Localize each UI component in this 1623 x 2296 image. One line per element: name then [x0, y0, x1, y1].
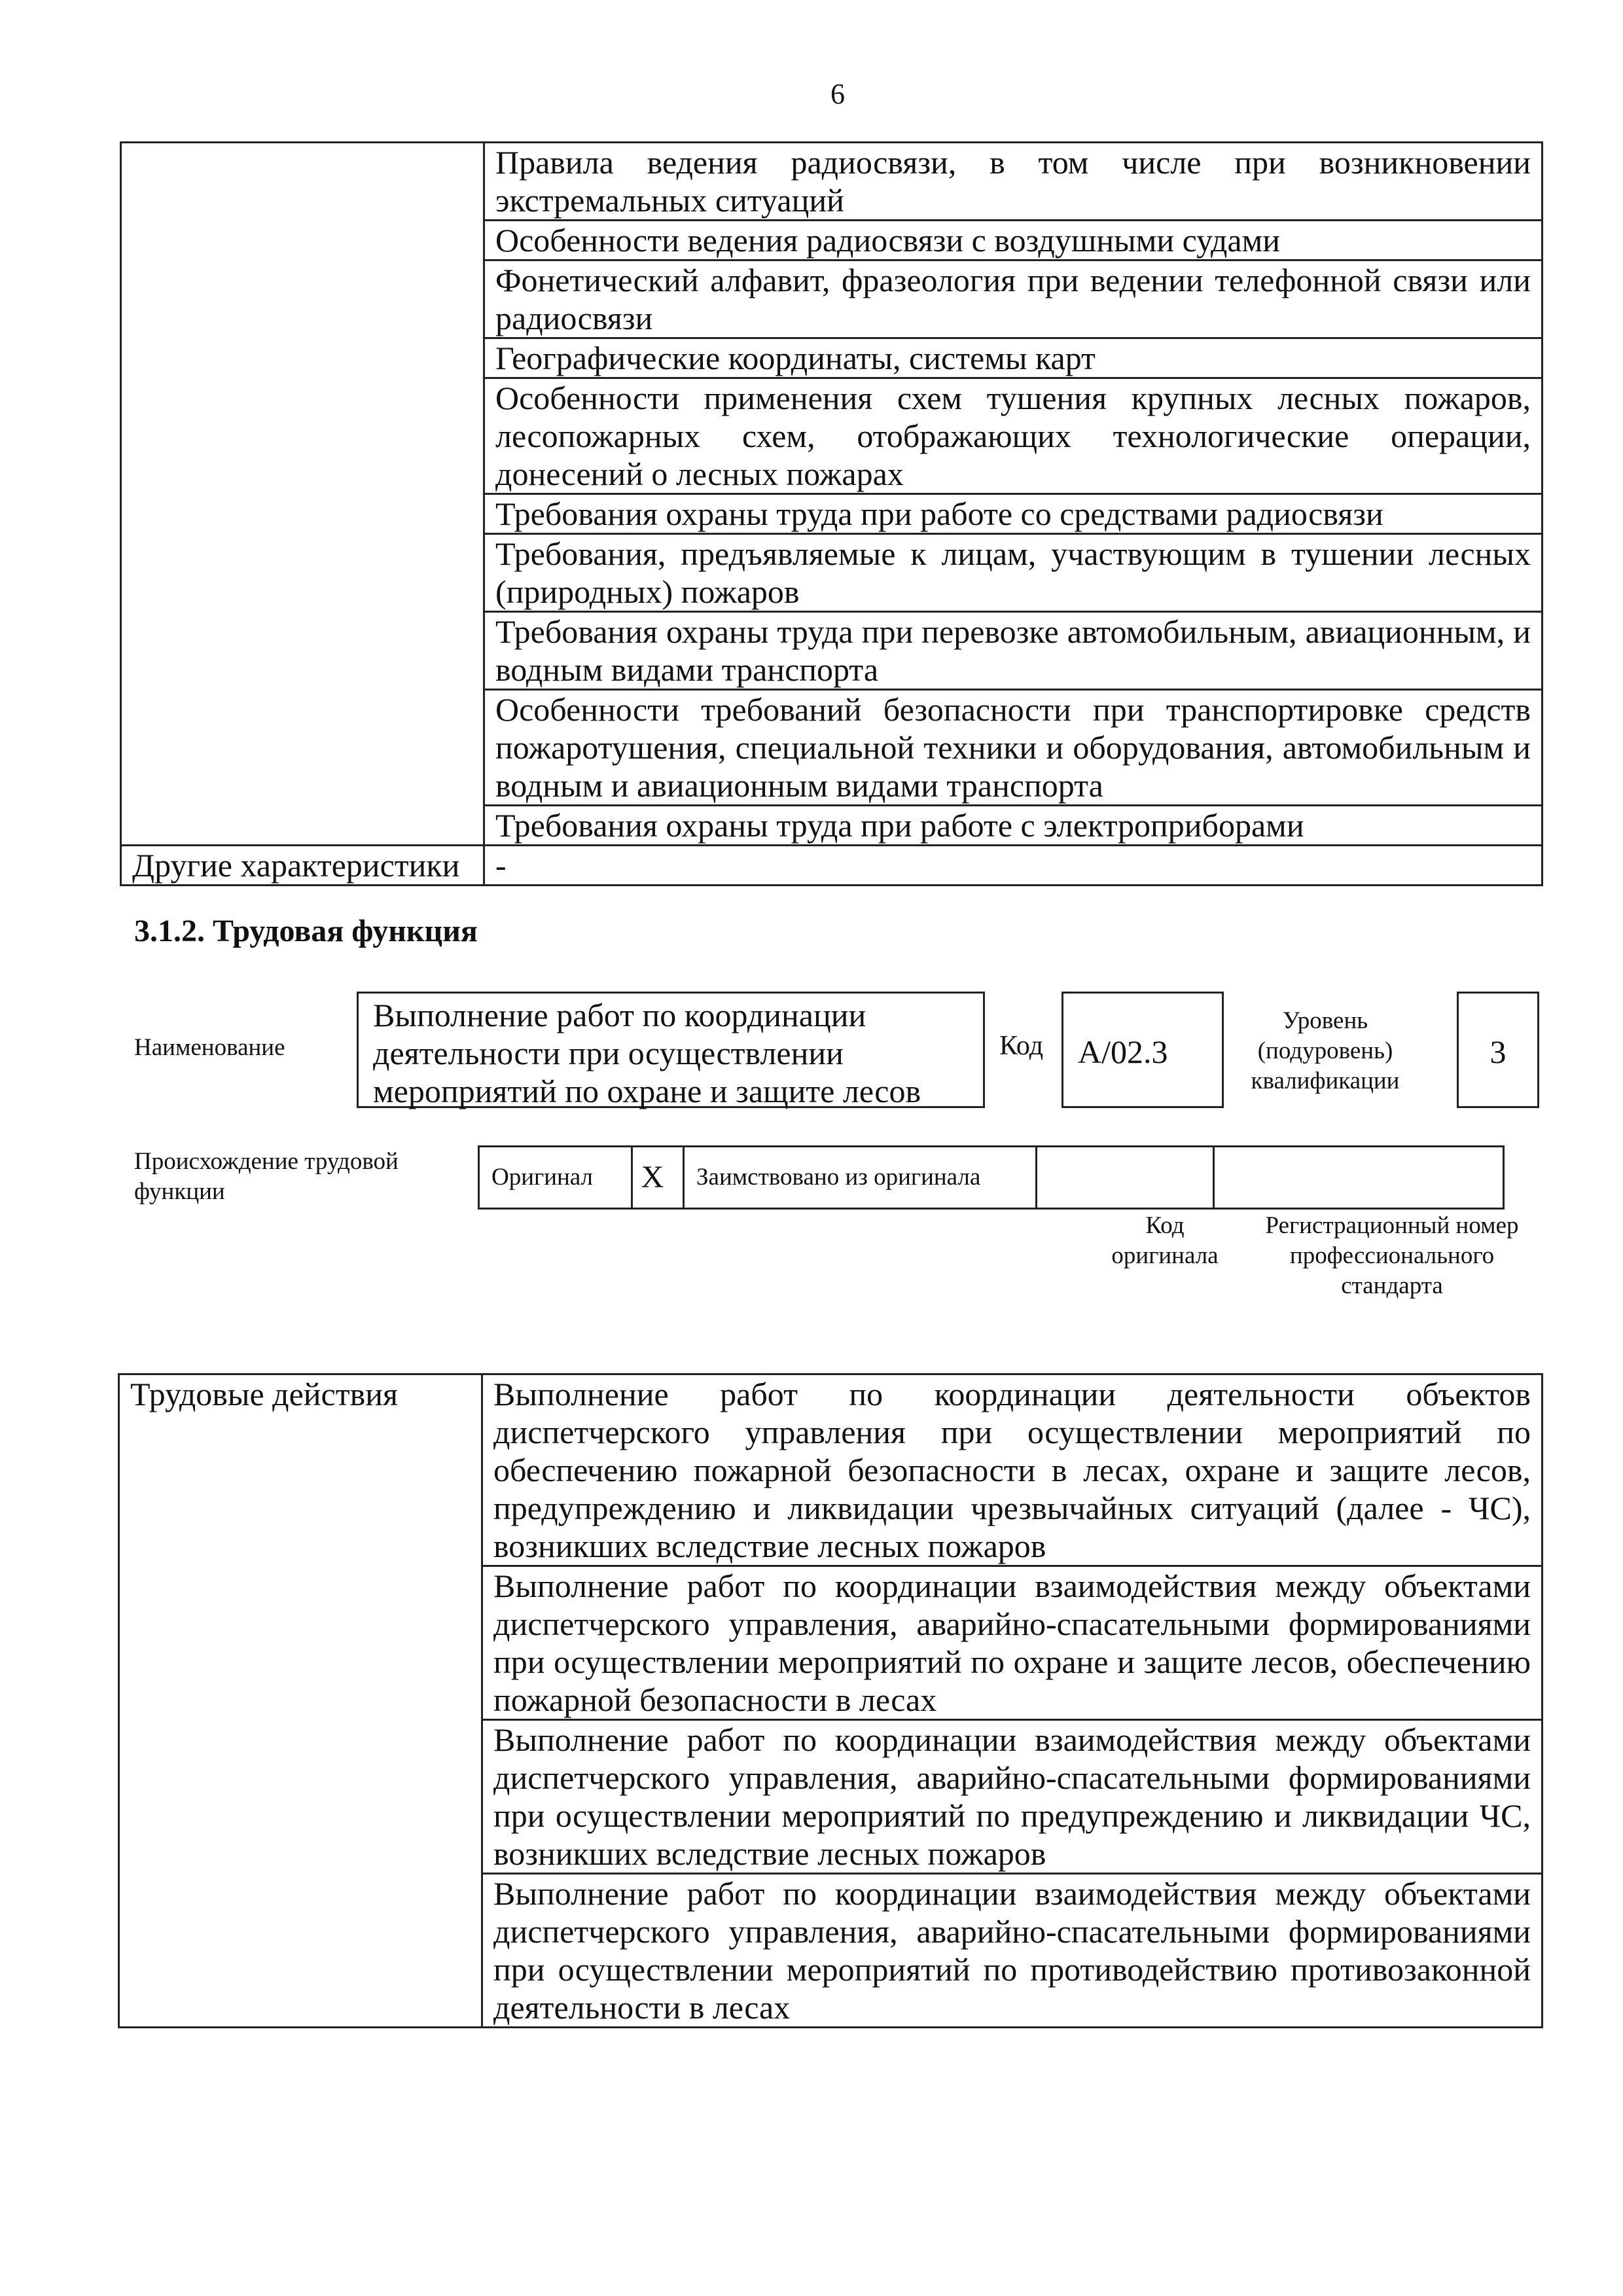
knowledge-table [120, 141, 1543, 886]
borrowed-label: Заимствовано из оригинала [684, 1147, 1037, 1209]
table-cell: Фонетический алфавит, фразеология при ведении телефонной связи или радиосвязи [484, 260, 1543, 338]
other-characteristics-label: Другие характеристики [121, 846, 484, 886]
table-cell: Требования, предъявляемые к лицам, участвующим в тушении лесных (природных) пожаров [484, 534, 1543, 612]
table-row [121, 846, 1543, 886]
code-label: Код [999, 1031, 1044, 1061]
table-cell: Особенности применения схем тушения крупных лесных пожаров, лесопожарных схем, отображающих технологические операции, донесений о лесных пожарах [484, 378, 1543, 494]
qualification-level-label: Уровень (подуровень) квалификации [1251, 1007, 1400, 1094]
table-cell: Выполнение работ по координации взаимодействия между объектами диспетчерского управления, аварийно-спасательными формированиями при осуществлении мероприятий по охране и защите лесов, обеспечению пожарной безопасности в лесах [482, 1566, 1543, 1720]
qualification-level-box: 3 [1457, 992, 1539, 1108]
other-characteristics-value: - [484, 846, 1543, 886]
table-cell-empty [121, 143, 484, 846]
table-cell: Выполнение работ по координации взаимодействия между объектами диспетчерского управления, аварийно-спасательными формированиями при осуществлении мероприятий по предупреждению и ликвидации ЧС, возникших вследствие лесных пожаров [482, 1720, 1543, 1874]
table-cell: Требования охраны труда при перевозке автомобильным, авиационным, и водным видами транспорта [484, 612, 1543, 690]
table-cell: Особенности ведения радиосвязи с воздушными судами [484, 221, 1543, 260]
function-name-box: Выполнение работ по координации деятельности при осуществлении мероприятий по охране и защите лесов [357, 992, 985, 1108]
table-cell: Особенности требований безопасности при транспортировке средств пожаротушения, специальной техники и оборудования, автомобильным и водным и авиационным видами транспорта [484, 690, 1543, 806]
table-cell: Выполнение работ по координации взаимодействия между объектами диспетчерского управления, аварийно-спасательными формированиями при осуществлении мероприятий по противодействию противозаконной деятельности в лесах [482, 1874, 1543, 2028]
table-row [479, 1147, 1504, 1209]
section-title: 3.1.2. Трудовая функция [134, 914, 478, 948]
registration-number-caption: Регистрационный номер профессионального стандарта [1265, 1212, 1519, 1299]
page-number: 6 [830, 78, 845, 110]
table-cell: Выполнение работ по координации деятельности объектов диспетчерского управления при осуществлении мероприятий по обеспечению пожарной безопасности в лесах, охране и защите лесов, предупреждению и ликвидации чрезвычайных ситуаций (далее - ЧС), возникших вследствие лесных пожаров [482, 1374, 1543, 1566]
original-label: Оригинал [479, 1147, 632, 1209]
origin-table [478, 1145, 1505, 1210]
origin-label: Происхождение трудовой функции [134, 1148, 399, 1205]
table-cell: Географические координаты, системы карт [484, 338, 1543, 378]
original-code-caption: Код оригинала [1111, 1212, 1219, 1269]
name-label: Наименование [134, 1034, 285, 1061]
labor-actions-table [118, 1373, 1543, 2028]
function-code-box: А/02.3 [1061, 992, 1224, 1108]
table-cell: Правила ведения радиосвязи, в том числе при возникновении экстремальных ситуаций [484, 143, 1543, 221]
original-mark: X [632, 1147, 684, 1209]
table-cell: Требования охраны труда при работе с электроприборами [484, 806, 1543, 846]
registration-number-cell [1214, 1147, 1504, 1209]
table-cell: Требования охраны труда при работе со средствами радиосвязи [484, 494, 1543, 534]
original-code-cell [1037, 1147, 1214, 1209]
table-row [119, 1374, 1543, 1566]
labor-actions-label: Трудовые действия [119, 1374, 482, 2028]
table-row [121, 143, 1543, 221]
